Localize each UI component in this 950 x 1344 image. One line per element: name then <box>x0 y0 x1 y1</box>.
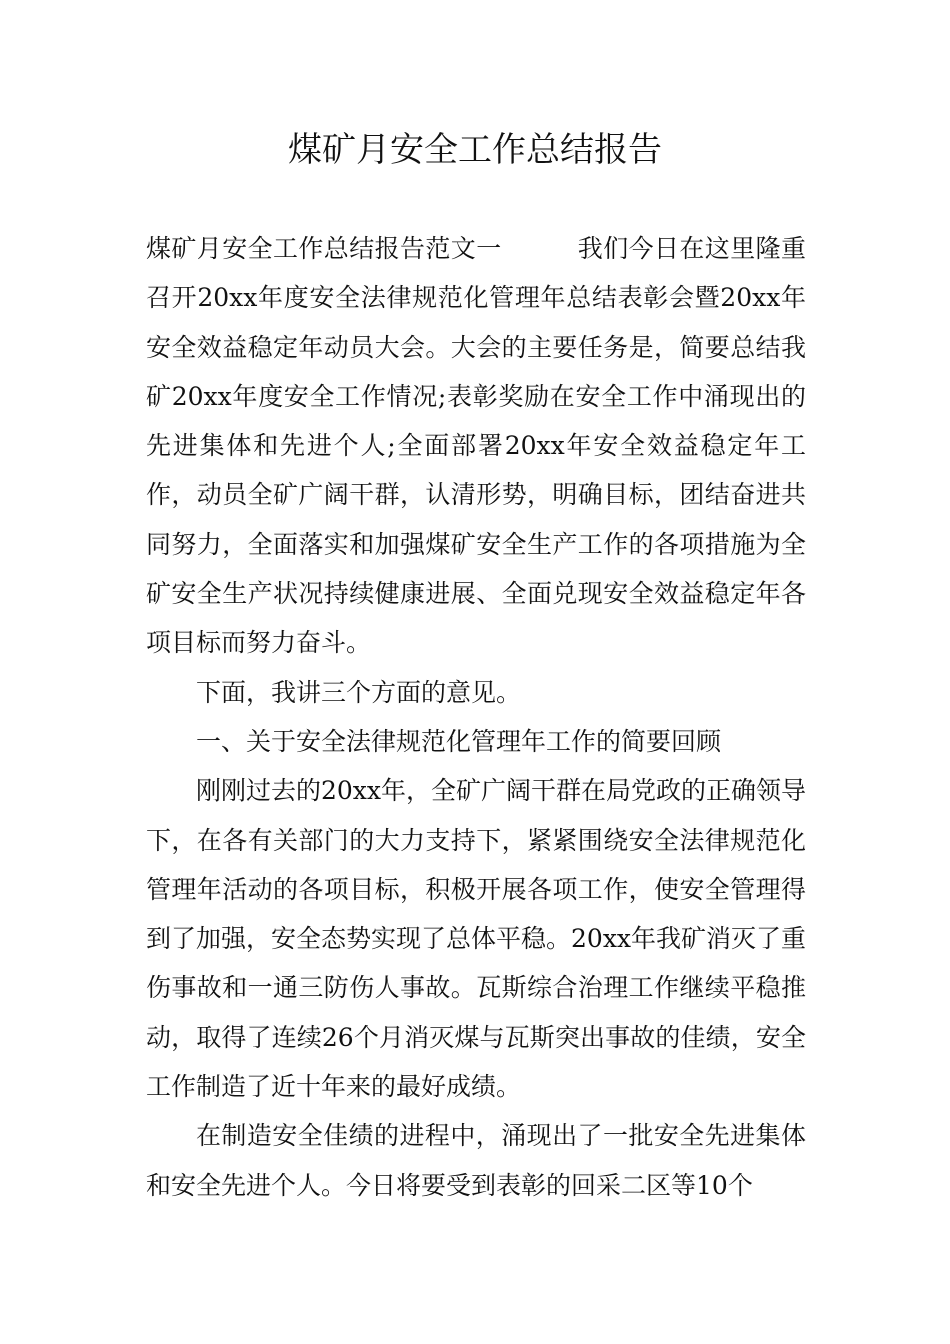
paragraph-intro: 煤矿月安全工作总结报告范文一 我们今日在这里隆重召开20xx年度安全法律规范化管理年总结表彰会暨20xx年安全效益稳定年动员大会。大会的主要任务是，简要总结我矿20xx年度安全工作情况;表彰奖励在安全工作中涌现出的先进集体和先进个人;全面部署20xx年安全效益稳定年工作，动员全矿广阔干群，认清形势，明确目标，团结奋进共同努力，全面落实和加强煤矿安全生产工作的各项措施为全矿安全生产状况持续健康进展、全面兑现安全效益稳定年各项目标而努力奋斗。 <box>146 234 806 658</box>
paragraph-advanced-collectives: 在制造安全佳绩的进程中，涌现出了一批安全先进集体和安全先进个人。今日将要受到表彰的回采二区等10个 <box>146 1121 806 1200</box>
document-body <box>146 224 806 1210</box>
paragraph-three-aspects: 下面，我讲三个方面的意见。 <box>196 677 522 707</box>
paragraph-review: 刚刚过去的20xx年，全矿广阔干群在局党政的正确领导下，在各有关部门的大力支持下，紧紧围绕安全法律规范化管理年活动的各项目标，积极开展各项工作，使安全管理得到了加强，安全态势实现了总体平稳。20xx年我矿消灭了重伤事故和一通三防伤人事故。瓦斯综合治理工作继续平稳推动，取得了连续26个月消灭煤与瓦斯突出事故的佳绩，安全工作制造了近十年来的最好成绩。 <box>146 776 807 1102</box>
section-heading-review: 一、关于安全法律规范化管理年工作的简要回顾 <box>196 726 722 756</box>
document-title: 煤矿月安全工作总结报告 <box>288 130 662 170</box>
